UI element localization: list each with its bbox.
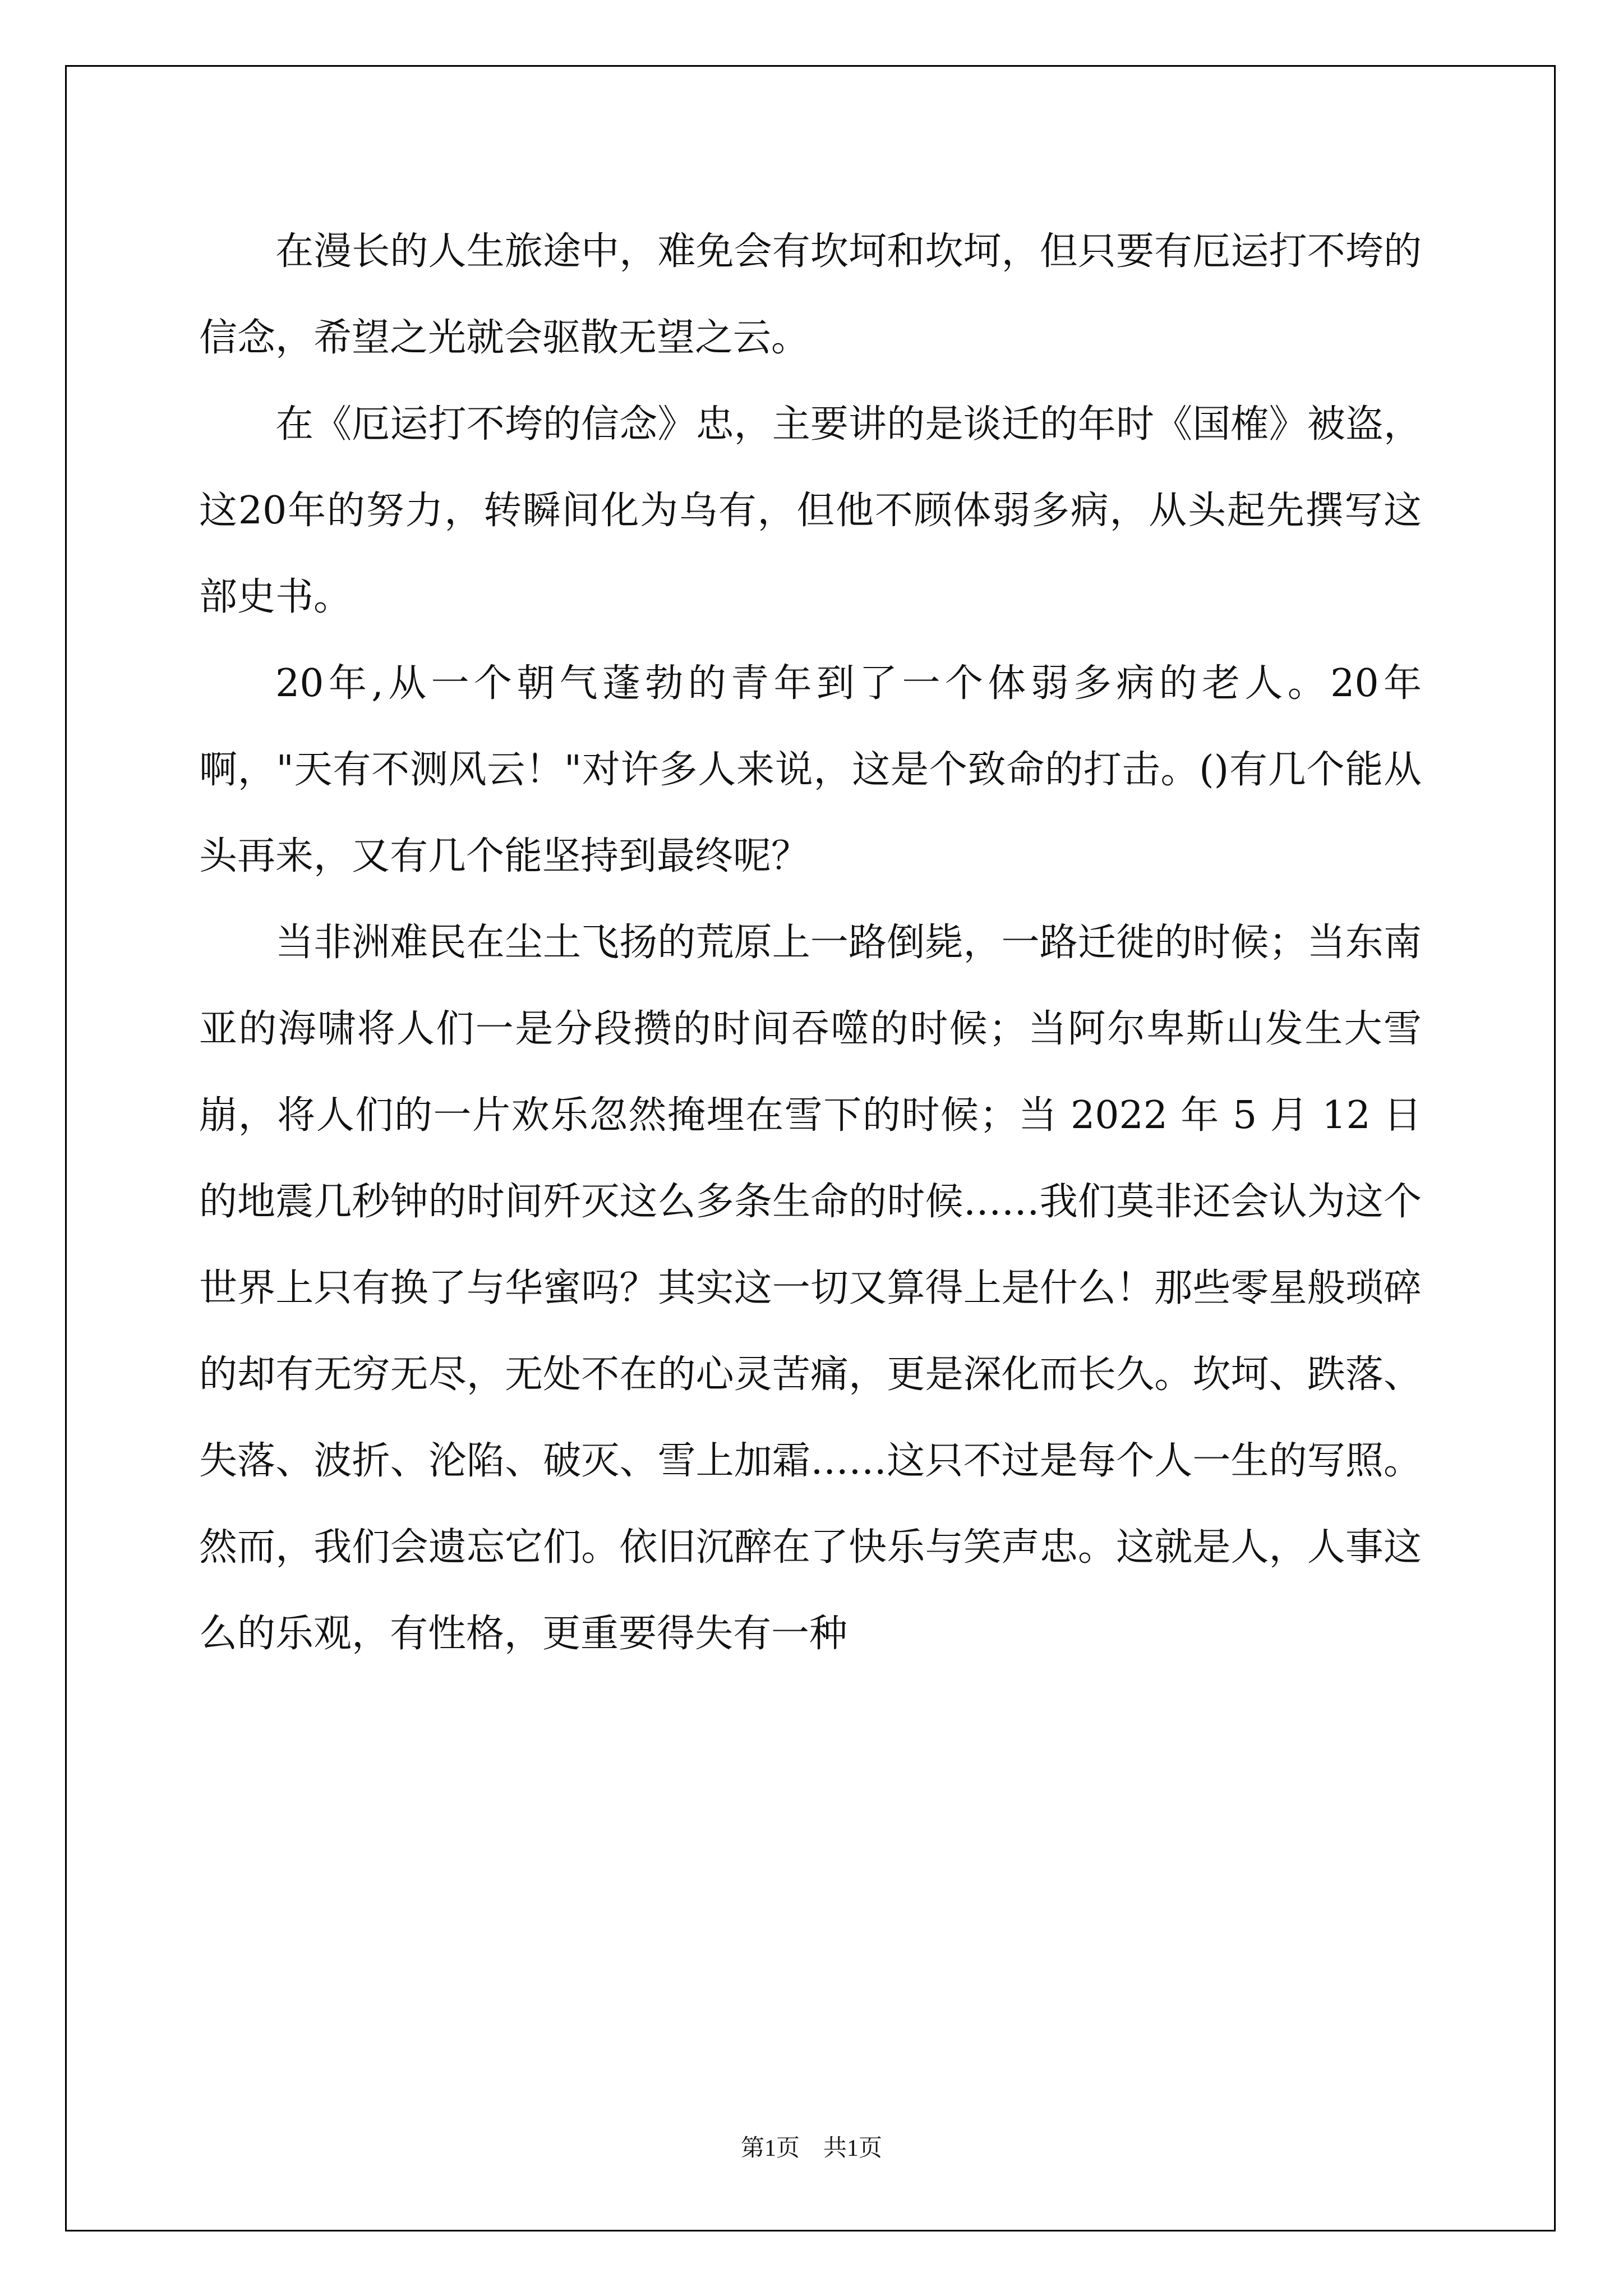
document-body: [199, 209, 1422, 1677]
paragraph: 20年,从一个朝气蓬勃的青年到了一个体弱多病的老人。20年啊，"天有不测风云！"对许多人来说，这是个致命的打击。()有几个能从头再来，又有几个能坚持到最终呢？: [199, 661, 1422, 878]
page-number-footer: 第1页 共1页: [740, 2136, 882, 2161]
paragraph: 在漫长的人生旅途中，难免会有坎坷和坎坷，但只要有厄运打不垮的信念，希望之光就会驱散无望之云。: [199, 229, 1422, 360]
paragraph: 当非洲难民在尘土飞扬的荒原上一路倒毙，一路迁徙的时候；当东南亚的海啸将人们一是分段攒的时间吞噬的时候；当阿尔卑斯山发生大雪崩，将人们的一片欢乐忽然掩埋在雪下的时候；当 2022 年 5 月 12 日 的地震几秒钟的时间歼灭这么多条生命的时候……我们莫非还会认为这个世界上只有换了与华蜜吗？其实这一切又算得上是什么！那些零星般琐碎的却有无穷无尽，无处不在的心灵苦痛，更是深化而长久。坎坷、跌落、失落、波折、沦陷、破灭、雪上加霜……这只不过是每个人一生的写照。然而，我们会遗忘它们。依旧沉醉在了快乐与笑声忠。这就是人，人事这么的乐观，有性格，更重要得失有一种: [199, 921, 1422, 1656]
paragraph: 在《厄运打不垮的信念》忠，主要讲的是谈迁的年时《国榷》被盗，这20年的努力，转瞬间化为乌有，但他不顾体弱多病，从头起先撰写这部史书。: [199, 402, 1422, 619]
